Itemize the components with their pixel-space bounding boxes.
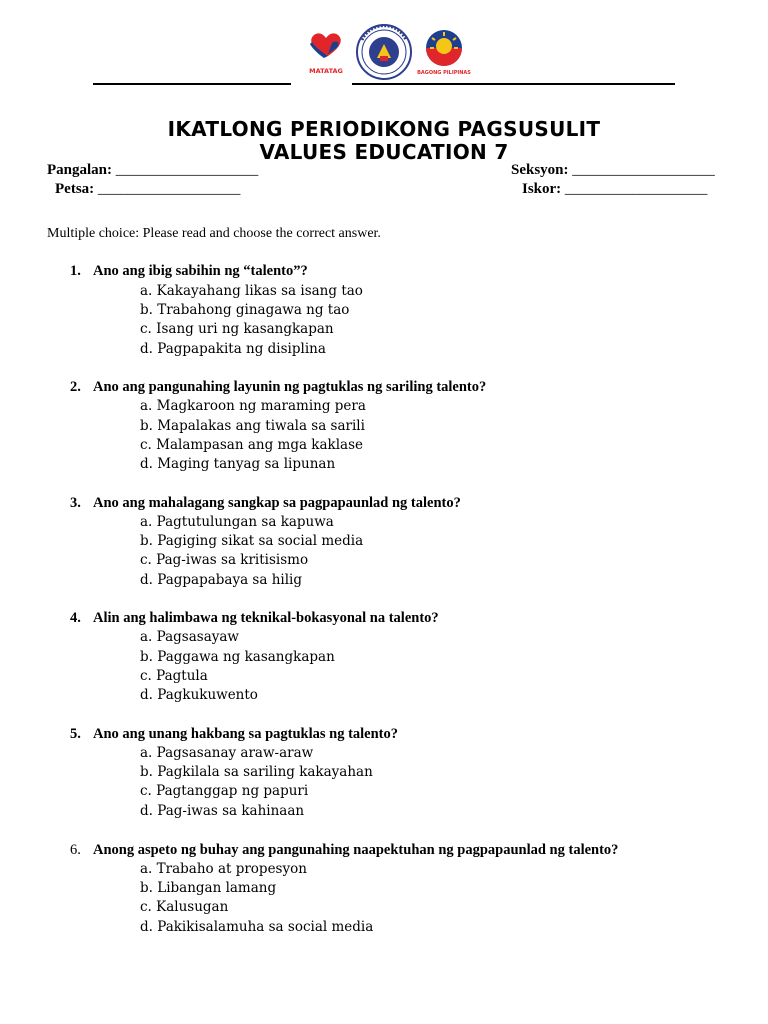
option-3a[interactable]: a. Pagtutulungan sa kapuwa [140,514,334,530]
question-4 [70,610,439,627]
option-1d[interactable]: d. Pagpapakita ng disiplina [140,341,326,357]
score-blank: ___________________ [564,181,708,197]
matatag-caption: MATATAG [309,67,343,75]
name-label: Pangalan: [47,162,113,178]
heart-hands-icon [310,33,341,58]
question-6 [70,842,618,859]
option-4a[interactable]: a. Pagsasayaw [140,629,239,645]
question-text: Ano ang pangunahing layunin ng pagtuklas ng sariling talento? [93,379,487,395]
date-field[interactable] [55,181,240,198]
option-6d[interactable]: d. Pakikisalamuha sa social media [140,919,374,935]
option-4b[interactable]: b. Paggawa ng kasangkapan [140,649,335,665]
option-3c[interactable]: c. Pag-iwas sa kritisismo [140,552,309,568]
option-2d[interactable]: d. Maging tanyag sa lipunan [140,456,336,472]
question-number: 2. [70,379,81,395]
section-label: Seksyon: [511,162,569,178]
question-number: 5. [70,726,81,742]
option-5a[interactable]: a. Pagsasanay araw-araw [140,745,314,761]
option-6b[interactable]: b. Libangan lamang [140,880,277,896]
question-number: 4. [70,610,81,626]
option-6a[interactable]: a. Trabaho at propesyon [140,861,307,877]
option-4d[interactable]: d. Pagkukuwento [140,687,258,703]
sun-icon [426,30,462,66]
header-logos [302,18,474,84]
question-text: Anong aspeto ng buhay ang pangunahing naapektuhan ng pagpapaunlad ng talento? [93,842,619,858]
question-5 [70,726,398,743]
logo-group [302,18,474,84]
option-6c[interactable]: c. Kalusugan [140,899,229,915]
question-2 [70,379,486,396]
question-text: Ano ang mahalagang sangkap sa pagpapaunlad ng talento? [93,495,461,511]
name-field[interactable] [47,162,258,179]
question-text: Ano ang ibig sabihin ng “talento”? [93,263,308,279]
option-5b[interactable]: b. Pagkilala sa sariling kakayahan [140,764,373,780]
option-1a[interactable]: a. Kakayahang likas sa isang tao [140,283,363,299]
header-rule-left [93,83,291,85]
question-number: 6. [70,842,81,858]
score-label: Iskor: [522,181,562,197]
question-number: 3. [70,495,81,511]
option-3d[interactable]: d. Pagpapabaya sa hilig [140,572,302,588]
deped-seal-icon [357,25,411,79]
bagong-pilipinas-caption: BAGONG PILIPINAS [417,70,471,76]
question-text: Alin ang halimbawa ng teknikal-bokasyonal na talento? [93,610,439,626]
option-2b[interactable]: b. Mapalakas ang tiwala sa sarili [140,418,365,434]
section-blank: ___________________ [572,162,715,178]
question-text: Ano ang unang hakbang sa pagtuklas ng talento? [93,726,399,742]
name-blank: ___________________ [115,162,259,178]
option-5d[interactable]: d. Pag-iwas sa kahinaan [140,803,305,819]
option-2a[interactable]: a. Magkaroon ng maraming pera [140,398,366,414]
date-blank: ___________________ [97,181,241,197]
option-1b[interactable]: b. Trabahong ginagawa ng tao [140,302,350,318]
option-4c[interactable]: c. Pagtula [140,668,208,684]
option-2c[interactable]: c. Malampasan ang mga kaklase [140,437,363,453]
question-1 [70,263,308,280]
score-field[interactable] [522,181,707,198]
instruction-text: Multiple choice: Please read and choose the correct answer. [47,226,381,241]
option-5c[interactable]: c. Pagtanggap ng papuri [140,783,309,799]
question-3 [70,495,461,512]
exam-title: IKATLONG PERIODIKONG PAGSUSULIT [167,117,601,141]
section-field[interactable] [511,162,715,179]
exam-subject: VALUES EDUCATION 7 [259,140,509,164]
option-3b[interactable]: b. Pagiging sikat sa social media [140,533,364,549]
question-number: 1. [70,263,81,279]
option-1c[interactable]: c. Isang uri ng kasangkapan [140,321,334,337]
date-label: Petsa: [55,181,95,197]
